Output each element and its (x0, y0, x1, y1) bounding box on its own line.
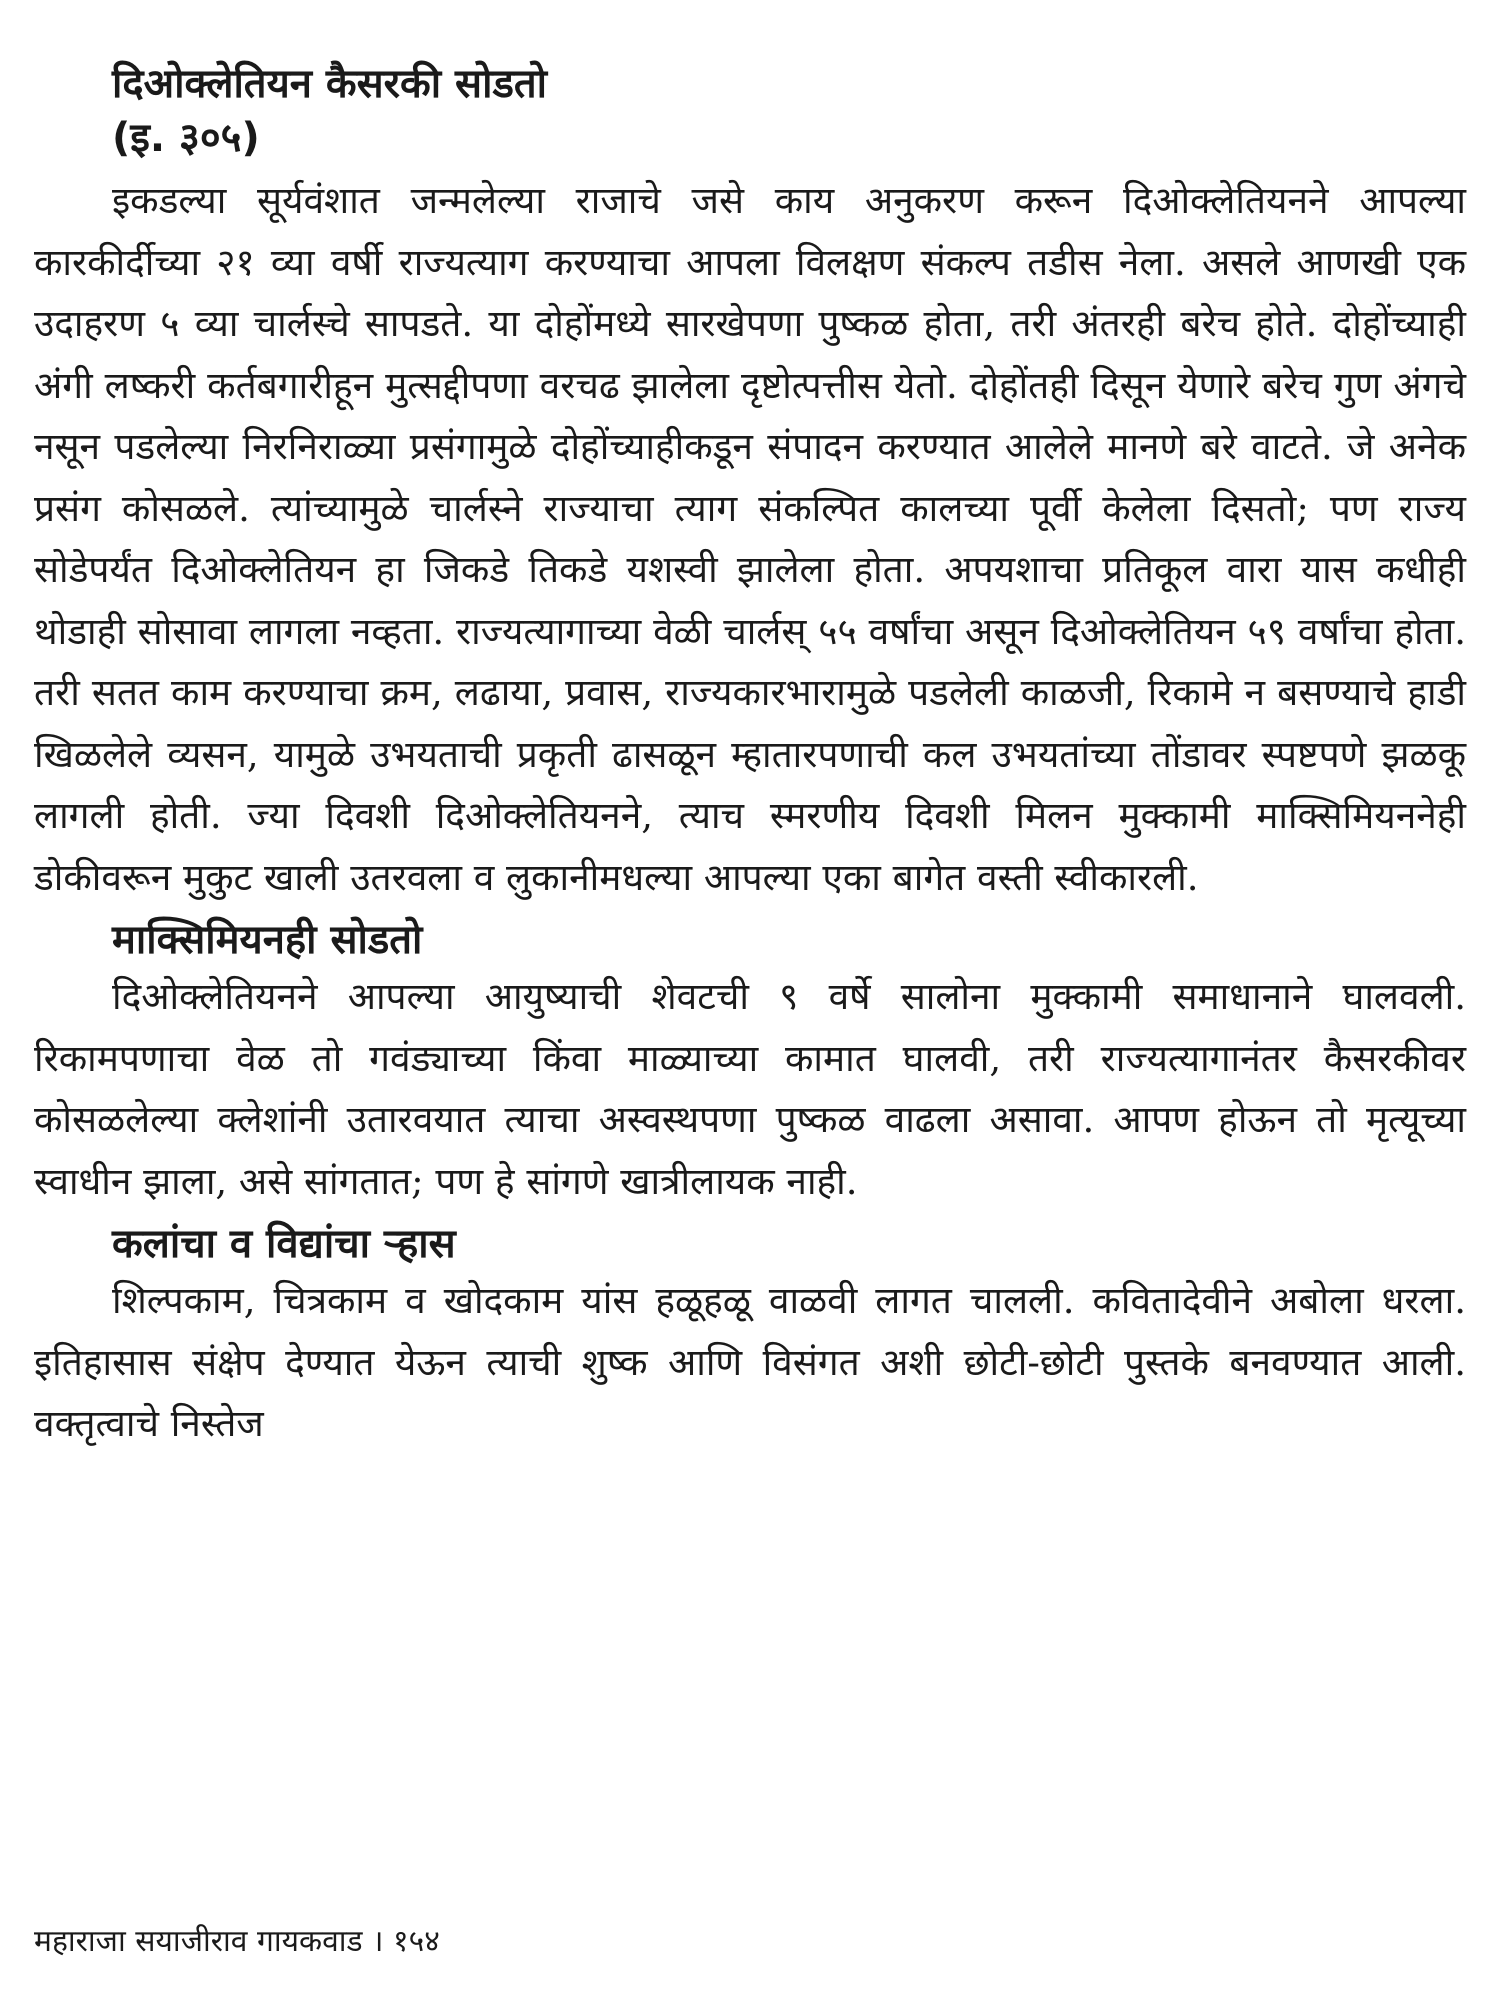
document-page (34, 58, 1466, 1457)
section-year: (इ. ३०५) (112, 115, 260, 161)
paragraph-diocletian: इकडल्या सूर्यवंशात जन्मलेल्या राजाचे जसे काय अनुकरण करून दिओक्लेतियनने आपल्या कारकीर्दीच्या २१ व्या वर्षी राज्यत्याग करण्याचा आपला विलक्षण संकल्प तडीस नेला. असले आणखी एक उदाहरण ५ व्या चार्लस्चे सापडते. या दोहोंमध्ये सारखेपणा पुष्कळ होता, तरी अंतरही बरेच होते. दोहोंच्याही अंगी लष्करी कर्तबगारीहून मुत्सद्दीपणा वरचढ झालेला दृष्टोत्पत्तीस येतो. दोहोंतही दिसून येणारे बरेच गुण अंगचे नसून पडलेल्या निरनिराळ्या प्रसंगामुळे दोहोंच्याहीकडून संपादन करण्यात आलेले मानणे बरे वाटते. जे अनेक प्रसंग कोसळले. त्यांच्यामुळे चार्लस्ने राज्याचा त्याग संकल्पित कालच्या पूर्वी केलेला दिसतो; पण राज्य सोडेपर्यंत दिओक्लेतियन हा जिकडे तिकडे यशस्वी झालेला होता. अपयशाचा प्रतिकूल वारा यास कधीही थोडाही सोसावा लागला नव्हता. राज्यत्यागाच्या वेळी चार्लस् ५५ वर्षांचा असून दिओक्लेतियन ५९ वर्षांचा होता. तरी सतत काम करण्याचा क्रम, लढाया, प्रवास, राज्यकारभारामुळे पडलेली काळजी, रिकामे न बसण्याचे हाडी खिळलेले व्यसन, यामुळे उभयताची प्रकृती ढासळून म्हातारपणाची कल उभयतांच्या तोंडावर स्पष्टपणे झळकू लागली होती. ज्या दिवशी दिओक्लेतियनने, त्याच स्मरणीय दिवशी मिलन मुक्कामी माक्सिमियननेही डोकीवरून मुकुट खाली उतरवला व लुकानीमधल्या आपल्या एका बागेत वस्ती स्वीकारली. (34, 179, 1466, 899)
paragraph-maximian: दिओक्लेतियनने आपल्या आयुष्याची शेवटची ९ वर्षे सालोना मुक्कामी समाधानाने घालवली. रिकामपणाचा वेळ तो गवंड्याच्या किंवा माळ्याच्या कामात घालवी, तरी राज्यत्यागानंतर कैसरकीवर कोसळलेल्या क्लेशांनी उतारवयात त्याचा अस्वस्थपणा पुष्कळ वाढला असावा. आपण होऊन तो मृत्यूच्या स्वाधीन झाला, असे सांगतात; पण हे सांगणे खात्रीलायक नाही. (34, 975, 1466, 1203)
section-heading-maximian: माक्सिमियनही सोडतो (112, 917, 423, 963)
paragraph-arts-decline: शिल्पकाम, चित्रकाम व खोदकाम यांस हळूहळू वाळवी लागत चालली. कवितादेवीने अबोला धरला. इतिहासास संक्षेप देण्यात येऊन त्याची शुष्क आणि विसंगत अशी छोटी-छोटी पुस्तके बनवण्यात आली. वक्तृत्वाचे निस्तेज (34, 1279, 1466, 1445)
section-heading-diocletian: दिओक्लेतियन कैसरकी सोडतो (112, 61, 548, 107)
section-heading-arts-decline: कलांचा व विद्यांचा ऱ्हास (112, 1221, 456, 1267)
page-footer: महाराजा सयाजीराव गायकवाड । १५४ (34, 1924, 440, 1959)
